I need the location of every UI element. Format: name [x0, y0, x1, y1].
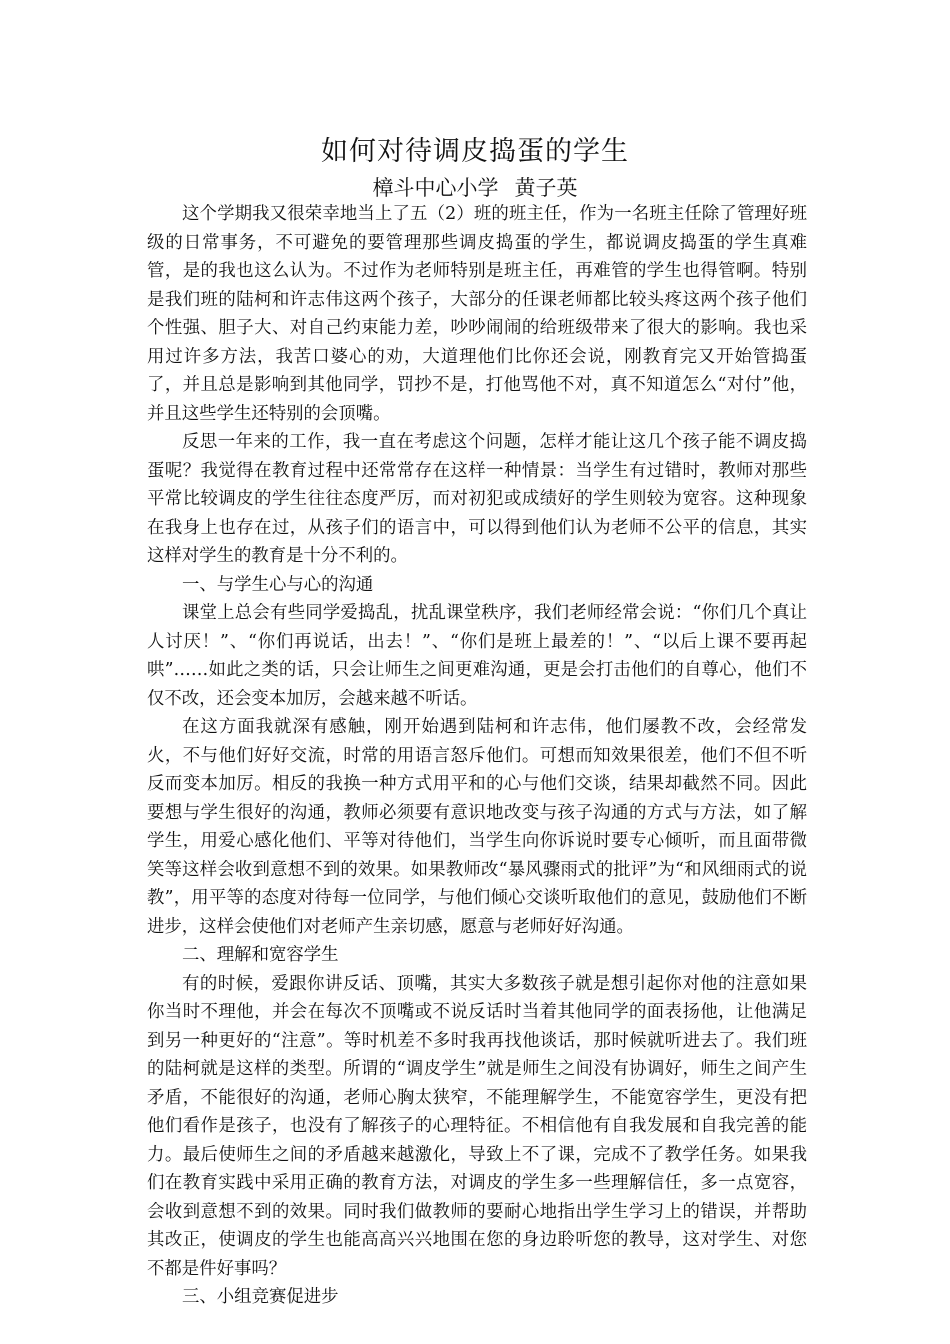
paragraph: 有的时候，爱跟你讲反话、顶嘴，其实大多数孩子就是想引起你对他的注意如果你当时不理他，并会在每次不顶嘴或不说反话时当着其他同学的面表扬他，让他满足到另一种更好的“注意”。等时机差不多时我再找他谈话，那时候就听进去了。我们班的陆柯就是这样的类型。所谓的“调皮学生”就是师生之间没有协调好，师生之间产生矛盾，不能很好的沟通，老师心胸太狭窄，不能理解学生，不能宽容学生，更没有把他们看作是孩子，也没有了解孩子的心理特征。不相信他有自我发展和自我完善的能力。最后使师生之间的矛盾越来越激化，导致上不了课，完成不了教学任务。如果我们在教育实践中采用正确的教育方法，对调皮的学生多一些理解信任，多一点宽容，会收到意想不到的效果。同时我们做教师的要耐心地指出学生学习上的错误，并帮助其改正，使调皮的学生也能高高兴兴地围在您的身边聆听您的教导，这对学生、对您不都是件好事吗？	[147, 973, 807, 1279]
section-heading: 二、理解和宽容学生	[182, 945, 339, 965]
author-school: 樟斗中心小学	[372, 176, 499, 200]
section-heading: 一、与学生心与心的沟通	[182, 574, 374, 595]
paragraph: 在这方面我就深有感触，刚开始遇到陆柯和许志伟，他们屡教不改，会经常发火，不与他们好好交流，时常的用语言怒斥他们。可想而知效果很差，他们不但不听反而变本加厉。相反的我换一种方式用平和的心与他们交谈，结果却截然不同。因此要想与学生很好的沟通，教师必须要有意识地改变与孩子沟通的方式与方法，如了解学生，用爱心感化他们、平等对待他们，当学生向你诉说时要专心倾听，而且面带微笑等这样会收到意想不到的效果。如果教师改“暴风骤雨式的批评”为“和风细雨式的说教”，用平等的态度对待每一位同学，与他们倾心交谈听取他们的意见，鼓励他们不断进步，这样会使他们对老师产生亲切感，愿意与老师好好沟通。	[147, 717, 807, 937]
author-name: 黄子英	[514, 176, 578, 200]
paragraph: 这个学期我又很荣幸地当上了五（2）班的班主任，作为一名班主任除了管理好班级的日常事务，不可避免的要管理那些调皮捣蛋的学生，都说调皮捣蛋的学生真难管，是的我也这么认为。不过作为老师特别是班主任，再难管的学生也得管啊。特别是我们班的陆柯和许志伟这两个孩子，大部分的任课老师都比较头疼这两个孩子他们个性强、胆子大、对自己约束能力差，吵吵闹闹的给班级带来了很大的影响。我也采用过许多方法，我苦口婆心的劝，大道理他们比你还会说，刚教育完又开始管捣蛋了，并且总是影响到其他同学，罚抄不是，打他骂他不对，真不知道怎么“对付”他，并且这些学生还特别的会顶嘴。	[147, 204, 807, 424]
section-heading: 三、小组竞赛促进步	[182, 1287, 339, 1307]
paragraph: 反思一年来的工作，我一直在考虑这个问题，怎样才能让这几个孩子能不调皮捣蛋呢？我觉得在教育过程中还常常存在这样一种情景：当学生有过错时，教师对那些平常比较调皮的学生往往态度严厉，而对初犯或成绩好的学生则较为宽容。这种现象在我身上也存在过，从孩子们的语言中，可以得到他们认为老师不公平的信息，其实这样对学生的教育是十分不利的。	[147, 432, 807, 566]
author-byline	[0, 174, 950, 202]
paragraph: 课堂上总会有些同学爱捣乱，扰乱课堂秩序，我们老师经常会说：“你们几个真让人讨厌！”、“你们再说话，出去！”、“你们是班上最差的！”、“以后上课不要再起哄”……如此之类的话，只会让师生之间更难沟通，更是会打击他们的自尊心，他们不仅不改，还会变本加厉，会越来越不听话。	[147, 603, 807, 709]
document-body	[147, 200, 807, 1312]
document-title: 如何对待调皮捣蛋的学生	[321, 136, 629, 167]
